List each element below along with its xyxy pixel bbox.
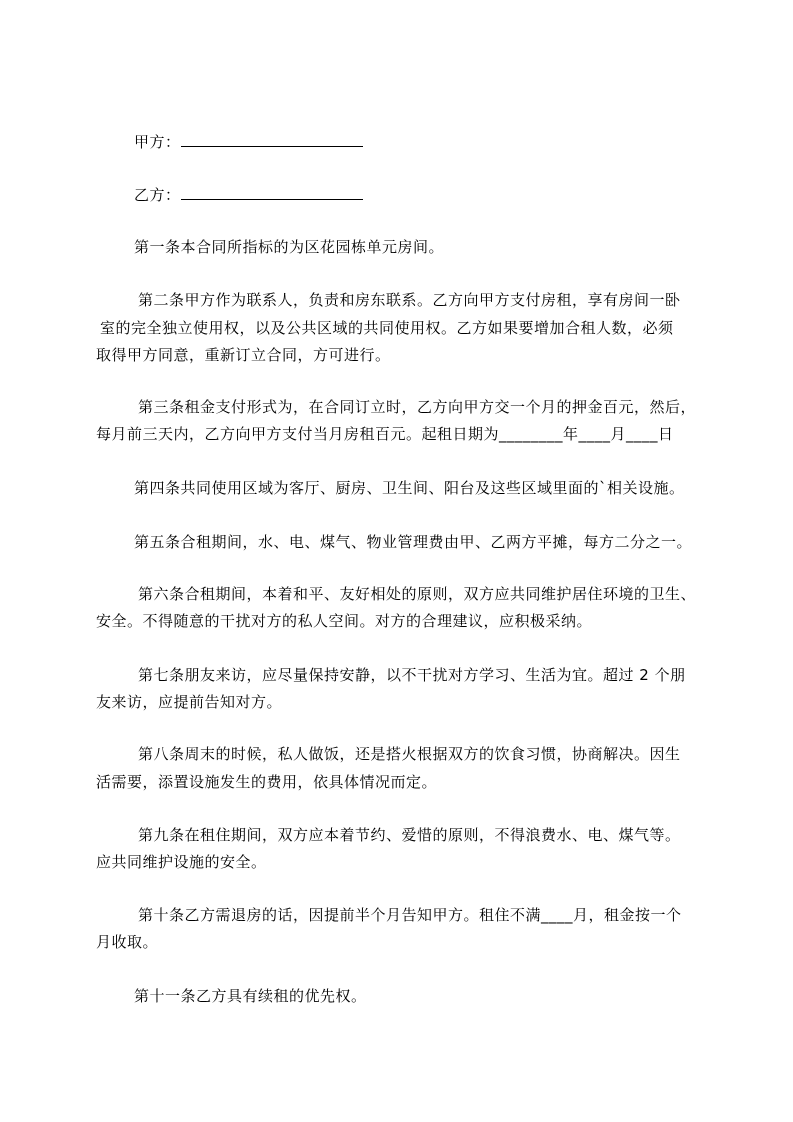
clause-10-line-2: 月收取。 xyxy=(96,933,159,951)
clause-4: 第四条共同使用区域为客厅、厨房、卫生间、阳台及这些区域里面的`相关设施。 xyxy=(134,479,685,497)
party-b-blank xyxy=(181,185,363,200)
clause-2-line-3: 取得甲方同意，重新订立合同，方可进行。 xyxy=(96,346,391,364)
clause-9-line-1: 第九条在租住期间，双方应本着节约、爱惜的原则，不得浪费水、电、煤气等。 xyxy=(138,826,681,844)
clause-8-line-1: 第八条周末的时候，私人做饭，还是搭火根据双方的饮食习惯，协商解决。因生 xyxy=(138,745,681,763)
clause-10-line-1: 第十条乙方需退房的话，因提前半个月告知甲方。租住不满____月，租金按一个 xyxy=(138,906,682,924)
clause-9-line-2: 应共同维护设施的安全。 xyxy=(96,853,267,871)
clause-2-line-2: 室的完全独立使用权，以及公共区域的共同使用权。乙方如果要增加合租人数，必须 xyxy=(100,319,674,337)
clause-7-line-2: 友来访，应提前告知对方。 xyxy=(96,693,283,711)
clause-5: 第五条合租期间，水、电、煤气、物业管理费由甲、乙两方平摊，每方二分之一。 xyxy=(134,533,693,551)
party-a-line xyxy=(96,132,754,152)
clause-11: 第十一条乙方具有续租的优先权。 xyxy=(134,987,367,1005)
clause-3-line-2: 每月前三天内，乙方向甲方支付当月房租百元。起租日期为________年____月____日 xyxy=(96,425,674,443)
clause-6-line-2: 安全。不得随意的干扰对方的私人空间。对方的合理建议，应积极采纳。 xyxy=(96,612,593,630)
clause-7-line-1: 第七条朋友来访，应尽量保持安静，以不干扰对方学习、生活为宜。超过 2 个朋 xyxy=(138,666,686,684)
party-b-label: 乙方： xyxy=(134,186,181,204)
clause-8-line-2: 活需要，添置设施发生的费用，依具体情况而定。 xyxy=(96,773,438,791)
party-a-blank xyxy=(181,132,363,147)
party-a-label: 甲方： xyxy=(134,133,181,151)
clause-1: 第一条本合同所指标的为区花园栋单元房间。 xyxy=(134,238,445,256)
clause-2-line-1: 第二条甲方作为联系人，负责和房东联系。乙方向甲方支付房租，享有房间一卧 xyxy=(138,291,681,309)
clause-3-line-1: 第三条租金支付形式为，在合同订立时，乙方向甲方交一个月的押金百元，然后， xyxy=(138,398,697,416)
clause-6-line-1: 第六条合租期间，本着和平、友好相处的原则，双方应共同维护居住环境的卫生、 xyxy=(138,585,697,603)
party-b-line xyxy=(96,185,754,205)
